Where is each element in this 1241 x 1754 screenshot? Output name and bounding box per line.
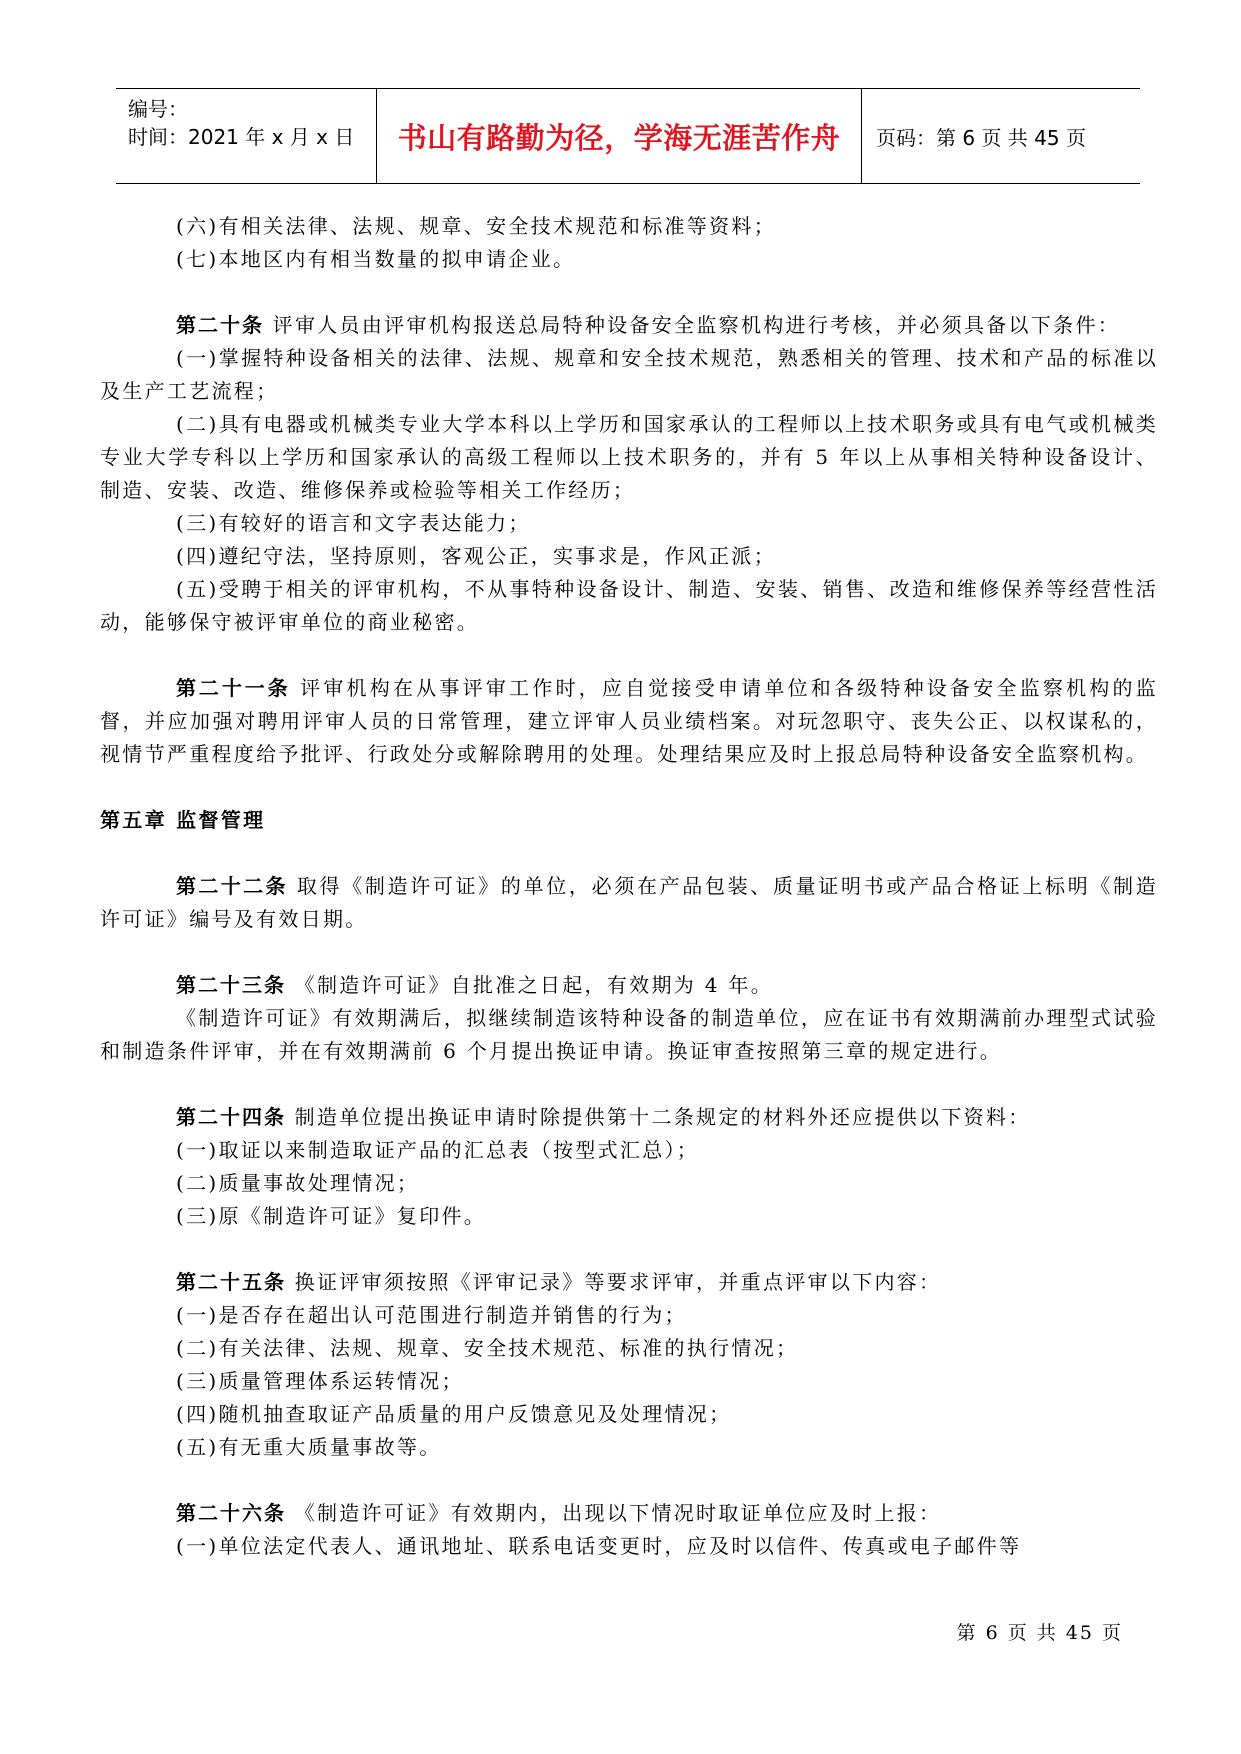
article-title: 第二十条: [176, 313, 264, 337]
article-title: 第二十六条: [176, 1501, 286, 1525]
header-page-info: 页码：第 6 页 共 45 页: [876, 125, 1086, 150]
article-text: 评审机构在从事评审工作时，应自觉接受申请单位和各级特种设备安全监察机构的监督，并应加强对聘用评审人员的日常管理，建立评审人员业绩档案。对玩忽职守、丧失公正、以权谋私的，视情节严重程度给予批评、行政处分或解除聘用的处理。处理结果应及时上报总局特种设备安全监察机构。: [100, 676, 1159, 766]
article-title: 第二十三条: [176, 973, 286, 997]
paragraph: 《制造许可证》有效期满后，拟继续制造该特种设备的制造单位，应在证书有效期满前办理型式试验和制造条件评审，并在有效期满前 6 个月提出换证申请。换证审查按照第三章的规定进行。: [100, 1006, 1158, 1063]
article-24: [100, 1101, 1158, 1134]
paragraph: (一)掌握特种设备相关的法律、法规、规章和安全技术规范，熟悉相关的管理、技术和产品的标准以及生产工艺流程；: [100, 346, 1158, 403]
document-time-label: 时间：2021 年 x 月 x 日: [128, 125, 355, 149]
paragraph: (三)有较好的语言和文字表达能力；: [176, 511, 531, 535]
article-title: 第二十五条: [176, 1270, 286, 1294]
paragraph: (一)单位法定代表人、通讯地址、联系电话变更时，应及时以信件、传真或电子邮件等: [176, 1534, 1022, 1558]
paragraph: (二)具有电器或机械类专业大学本科以上学历和国家承认的工程师以上技术职务或具有电气或机械类专业大学专科以上学历和国家承认的高级工程师以上技术职务的，并有 5 年以上从事相关特种设备设计、制造、安装、改造、维修保养或检验等相关工作经历；: [100, 412, 1158, 502]
paragraph: (二)有关法律、法规、规章、安全技术规范、标准的执行情况；: [176, 1336, 799, 1360]
article-text: 评审人员由评审机构报送总局特种设备安全监察机构进行考核，并必须具备以下条件：: [264, 313, 1121, 337]
paragraph: (三)质量管理体系运转情况；: [176, 1369, 464, 1393]
header-left-cell: [116, 89, 376, 183]
article-text: 取得《制造许可证》的单位，必须在产品包装、质量证明书或产品合格证上标明《制造许可证》编号及有效日期。: [100, 874, 1159, 931]
article-title: 第二十一条: [176, 676, 291, 700]
document-number-label: 编号：: [128, 97, 188, 121]
paragraph: (一)取证以来制造取证产品的汇总表（按型式汇总）；: [176, 1138, 700, 1162]
article-22: [100, 870, 1158, 936]
article-text: 《制造许可证》自批准之日起，有效期为 4 年。: [286, 973, 773, 997]
article-25: [100, 1266, 1158, 1299]
paragraph: (七)本地区内有相当数量的拟申请企业。: [176, 247, 576, 271]
paragraph: (一)是否存在超出认可范围进行制造并销售的行为；: [176, 1303, 687, 1327]
header-motto-cell: [376, 89, 862, 183]
article-text: 《制造许可证》有效期内，出现以下情况时取证单位应及时上报：: [286, 1501, 942, 1525]
paragraph: (四)遵纪守法，坚持原则，客观公正，实事求是，作风正派；: [176, 544, 777, 568]
paragraph: (五)受聘于相关的评审机构，不从事特种设备设计、制造、安装、销售、改造和维修保养等经营性活动，能够保守被评审单位的商业秘密。: [100, 577, 1158, 634]
article-title: 第二十四条: [176, 1105, 286, 1129]
article-26: [100, 1497, 1158, 1530]
paragraph: (五)有无重大质量事故等。: [176, 1435, 442, 1459]
paragraph: (四)随机抽查取证产品质量的用户反馈意见及处理情况；: [176, 1402, 732, 1426]
paragraph: (二)质量事故处理情况；: [176, 1171, 420, 1195]
article-21: [100, 672, 1158, 771]
header-table: [116, 88, 1140, 184]
article-23: [100, 969, 1158, 1002]
paragraph: (三)原《制造许可证》复印件。: [176, 1204, 487, 1228]
motto-text: 书山有路勤为径，学海无涯苦作舟: [397, 120, 841, 155]
document-body: [100, 210, 1158, 1563]
page-footer: 第 6 页 共 45 页: [956, 1622, 1123, 1644]
article-20: [100, 309, 1158, 342]
paragraph: (六)有相关法律、法规、规章、安全技术规范和标准等资料；: [176, 214, 777, 238]
header-page-cell: [862, 89, 1140, 183]
article-text: 制造单位提出换证申请时除提供第十二条规定的材料外还应提供以下资料：: [286, 1105, 1031, 1129]
article-title: 第二十二条: [176, 874, 288, 898]
article-text: 换证评审须按照《评审记录》等要求评审，并重点评审以下内容：: [286, 1270, 942, 1294]
chapter-title: 第五章 监督管理: [100, 808, 266, 832]
